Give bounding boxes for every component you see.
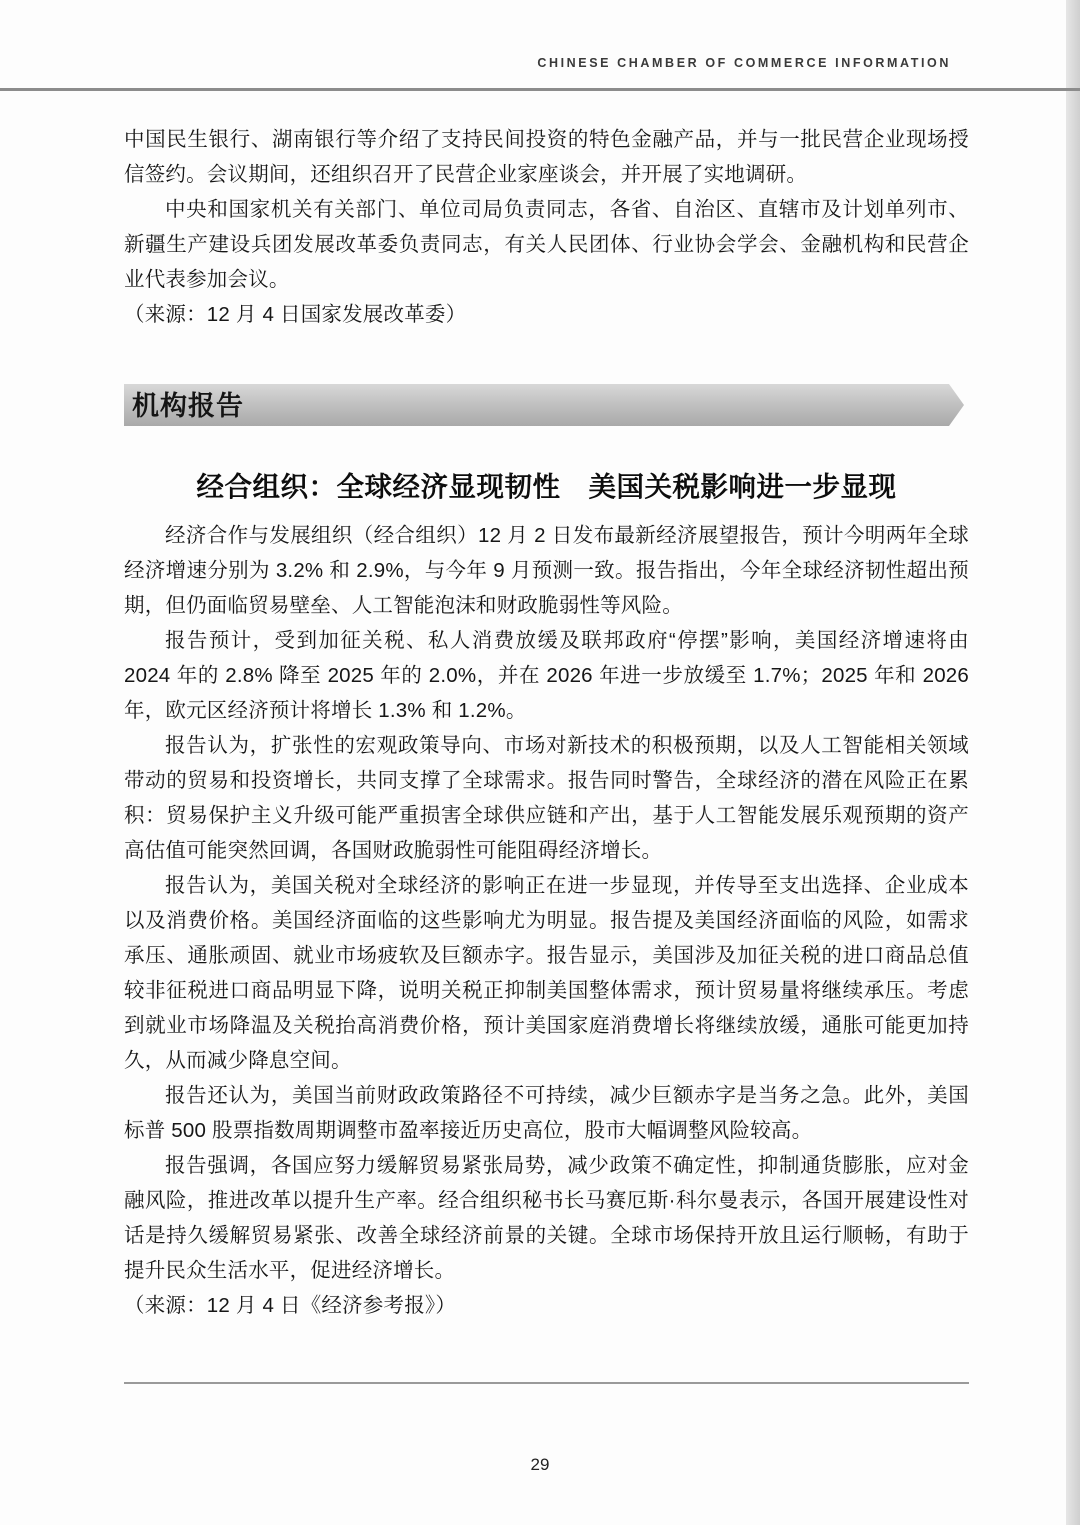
intro-paragraph-1: 中国民生银行、湖南银行等介绍了支持民间投资的特色金融产品，并与一批民营企业现场授信签约。会议期间，还组织召开了民营企业家座谈会，并开展了实地调研。 <box>124 128 969 186</box>
article-paragraph-1: 经济合作与发展组织（经合组织）12 月 2 日发布最新经济展望报告，预计今明两年全球经济增速分别为 3.2% 和 2.9%，与今年 9 月预测一致。报告指出，今年全球经济韧性超出预期，但仍面临贸易壁垒、人工智能泡沫和财政脆弱性等风险。 <box>124 524 969 617</box>
article-paragraph-4: 报告认为，美国关税对全球经济的影响正在进一步显现，并传导至支出选择、企业成本以及消费价格。美国经济面临的这些影响尤为明显。报告提及美国经济面临的风险，如需求承压、通胀顽固、就业市场疲软及巨额赤字。报告显示，美国涉及加征关税的进口商品总值较非征税进口商品明显下降，说明关税正抑制美国整体需求，预计贸易量将继续承压。考虑到就业市场降温及关税抬高消费价格，预计美国家庭消费增长将继续放缓，通胀可能更加持久，从而减少降息空间。 <box>124 874 969 1072</box>
article-paragraph-2: 报告预计，受到加征关税、私人消费放缓及联邦政府“停摆”影响，美国经济增速将由 2024 年的 2.8% 降至 2025 年的 2.0%，并在 2026 年进一步放缓至 1.7%；2025 年和 2026 年，欧元区经济预计将增长 1.3% 和 1.2%。 <box>124 629 969 722</box>
intro-paragraph-2: 中央和国家机关有关部门、单位司局负责同志，各省、自治区、直辖市及计划单列市、新疆生产建设兵团发展改革委负责同志，有关人民团体、行业协会学会、金融机构和民营企业代表参加会议。 <box>124 198 969 291</box>
article-paragraph-3: 报告认为，扩张性的宏观政策导向、市场对新技术的积极预期，以及人工智能相关领域带动的贸易和投资增长，共同支撑了全球需求。报告同时警告，全球经济的潜在风险正在累积：贸易保护主义升级可能严重损害全球供应链和产出，基于人工智能发展乐观预期的资产高估值可能突然回调，各国财政脆弱性可能阻碍经济增长。 <box>124 734 969 862</box>
footer-divider <box>124 1382 969 1384</box>
article-source: （来源：12 月 4 日《经济参考报》） <box>124 1294 457 1317</box>
section-banner-background <box>124 384 964 426</box>
header-divider <box>0 88 1080 91</box>
article-title: 经合组织：全球经济显现韧性 美国关税影响进一步显现 <box>196 471 897 502</box>
article <box>124 464 969 1323</box>
article-paragraph-6: 报告强调，各国应努力缓解贸易紧张局势，减少政策不确定性，抑制通货膨胀，应对金融风险，推进改革以提升生产率。经合组织秘书长马赛厄斯·科尔曼表示，各国开展建设性对话是持久缓解贸易紧张、改善全球经济前景的关键。全球市场保持开放且运行顺畅，有助于提升民众生活水平，促进经济增长。 <box>124 1154 969 1282</box>
page-number: 29 <box>530 1455 550 1474</box>
article-paragraph-5: 报告还认为，美国当前财政政策路径不可持续，减少巨额赤字是当务之急。此外，美国标普 500 股票指数周期调整市盈率接近历史高位，股市大幅调整风险较高。 <box>124 1084 969 1142</box>
section-banner <box>124 384 964 426</box>
page-content <box>124 122 969 1323</box>
running-head: CHINESE CHAMBER OF COMMERCE INFORMATION <box>537 56 951 70</box>
intro-source: （来源：12 月 4 日国家发展改革委） <box>124 303 467 326</box>
page-edge-strip <box>1066 0 1080 1525</box>
section-banner-title: 机构报告 <box>132 391 244 421</box>
